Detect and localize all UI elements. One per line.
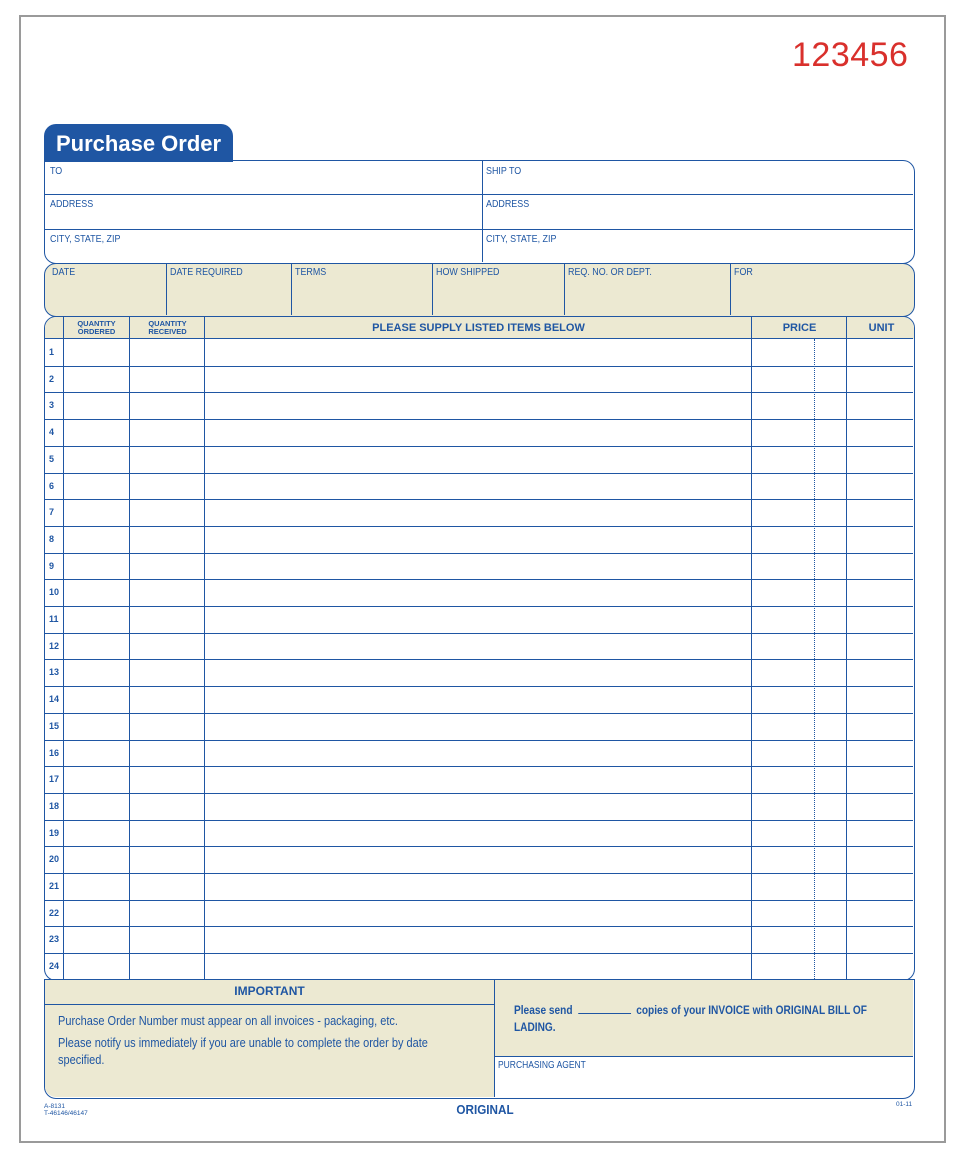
row-number: 7 bbox=[49, 507, 55, 517]
revision-code: 01-11 bbox=[896, 1101, 913, 1108]
form-code-2: T-46146/46147 bbox=[44, 1110, 88, 1117]
row-number: 5 bbox=[49, 454, 55, 464]
send-copies-after: copies of your INVOICE with ORIGINAL BILL OF LADING. bbox=[514, 1005, 867, 1034]
to-field[interactable]: TO bbox=[50, 165, 63, 177]
send-copies-before: Please send bbox=[514, 1005, 573, 1017]
form-code: A-8131 bbox=[44, 1103, 65, 1110]
row-number: 1 bbox=[49, 347, 55, 357]
row-number: 23 bbox=[49, 934, 60, 944]
row-number: 13 bbox=[49, 667, 60, 677]
for-field[interactable]: FOR bbox=[734, 266, 753, 278]
row-number: 6 bbox=[49, 481, 55, 491]
row-number: 17 bbox=[49, 774, 60, 784]
order-info-row bbox=[44, 263, 915, 317]
address-field[interactable]: ADDRESS bbox=[50, 198, 94, 210]
ship-city-state-zip-field[interactable]: CITY, STATE, ZIP bbox=[486, 233, 557, 245]
table-row[interactable] bbox=[45, 633, 913, 660]
row-number: 20 bbox=[49, 854, 60, 864]
table-row[interactable] bbox=[45, 873, 913, 900]
row-number: 24 bbox=[49, 961, 60, 971]
row-number: 3 bbox=[49, 400, 55, 410]
row-number: 12 bbox=[49, 641, 60, 651]
serial-number: 123456 bbox=[792, 36, 909, 74]
copies-count-field[interactable] bbox=[578, 1002, 631, 1014]
table-row[interactable] bbox=[45, 793, 913, 820]
row-number: 10 bbox=[49, 587, 60, 597]
row-number: 14 bbox=[49, 694, 60, 704]
table-row[interactable] bbox=[45, 953, 913, 980]
table-row[interactable] bbox=[45, 392, 913, 419]
row-number: 22 bbox=[49, 908, 60, 918]
form-title: Purchase Order bbox=[44, 124, 233, 162]
send-copies-text bbox=[514, 1002, 901, 1037]
row-number: 8 bbox=[49, 534, 55, 544]
row-number: 11 bbox=[49, 614, 59, 624]
table-row[interactable] bbox=[45, 926, 913, 953]
table-row[interactable] bbox=[45, 740, 913, 767]
description-header: PLEASE SUPPLY LISTED ITEMS BELOW bbox=[205, 317, 752, 339]
purchasing-agent-field[interactable]: PURCHASING AGENT bbox=[498, 1060, 586, 1071]
row-number: 15 bbox=[49, 721, 60, 731]
bottom-block bbox=[44, 979, 915, 1099]
table-row[interactable] bbox=[45, 553, 913, 580]
table-row[interactable] bbox=[45, 366, 913, 393]
ship-address-field[interactable]: ADDRESS bbox=[486, 198, 530, 210]
price-header: PRICE bbox=[752, 317, 847, 339]
table-row[interactable] bbox=[45, 659, 913, 686]
table-row[interactable] bbox=[45, 579, 913, 606]
date-field[interactable]: DATE bbox=[52, 266, 76, 278]
table-row[interactable] bbox=[45, 766, 913, 793]
city-state-zip-field[interactable]: CITY, STATE, ZIP bbox=[50, 233, 121, 245]
table-row[interactable] bbox=[45, 499, 913, 526]
req-no-field[interactable]: REQ. NO. OR DEPT. bbox=[568, 266, 652, 278]
row-number: 4 bbox=[49, 427, 55, 437]
table-row[interactable] bbox=[45, 846, 913, 873]
address-block bbox=[44, 160, 915, 264]
row-number-header bbox=[45, 317, 63, 339]
important-line-1: Purchase Order Number must appear on all invoices - packaging, etc. bbox=[58, 1014, 398, 1028]
qty-ordered-header: QUANTITY ORDERED bbox=[63, 317, 130, 339]
table-row[interactable] bbox=[45, 900, 913, 927]
qty-received-header: QUANTITY RECEIVED bbox=[130, 317, 205, 339]
table-row[interactable] bbox=[45, 686, 913, 713]
important-line-2: Please notify us immediately if you are unable to complete the order by date specified. bbox=[58, 1036, 428, 1067]
table-row[interactable] bbox=[45, 606, 913, 633]
how-shipped-field[interactable]: HOW SHIPPED bbox=[436, 266, 500, 278]
row-number: 9 bbox=[49, 561, 55, 571]
table-row[interactable] bbox=[45, 419, 913, 446]
table-row[interactable] bbox=[45, 820, 913, 847]
ship-to-field[interactable]: SHIP TO bbox=[486, 165, 522, 177]
row-number: 16 bbox=[49, 748, 60, 758]
items-table bbox=[44, 316, 915, 981]
row-number: 19 bbox=[49, 828, 60, 838]
row-number: 2 bbox=[49, 374, 55, 384]
table-row[interactable] bbox=[45, 713, 913, 740]
row-number: 21 bbox=[49, 881, 60, 891]
table-row[interactable] bbox=[45, 473, 913, 500]
table-row[interactable] bbox=[45, 339, 913, 366]
table-row[interactable] bbox=[45, 526, 913, 553]
unit-header: UNIT bbox=[847, 317, 915, 339]
terms-field[interactable]: TERMS bbox=[295, 266, 327, 278]
copy-label: ORIGINAL bbox=[456, 1102, 514, 1117]
row-number: 18 bbox=[49, 801, 60, 811]
table-row[interactable] bbox=[45, 446, 913, 473]
date-required-field[interactable]: DATE REQUIRED bbox=[170, 266, 243, 278]
important-heading: IMPORTANT bbox=[234, 984, 305, 998]
